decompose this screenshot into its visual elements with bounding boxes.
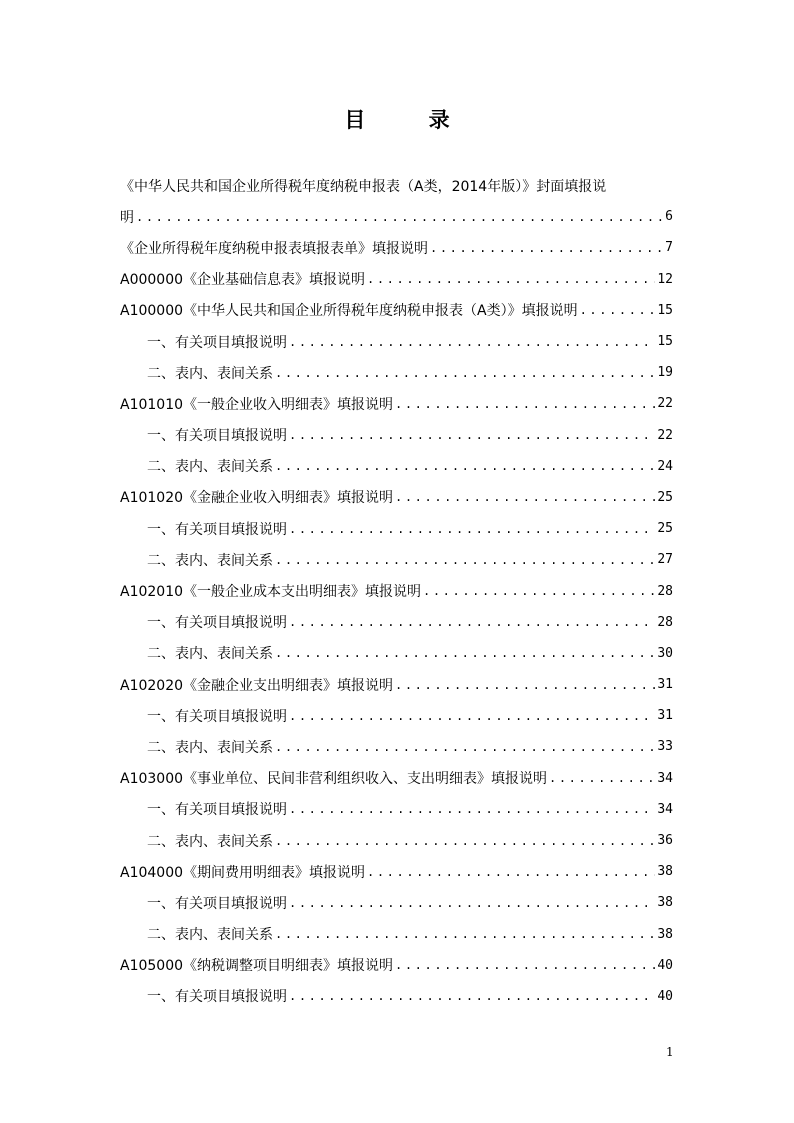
toc-entry[interactable] xyxy=(120,856,673,887)
leader-dots xyxy=(275,740,655,754)
toc-entry-label: A000000《企业基础信息表》填报说明 xyxy=(120,272,366,289)
toc-entry-label: 一、有关项目填报说明 xyxy=(147,615,287,632)
leader-dots xyxy=(395,678,655,692)
toc-entry[interactable] xyxy=(120,388,673,419)
toc-subentry[interactable] xyxy=(120,731,673,762)
toc-entry-page: 31 xyxy=(657,708,673,724)
toc-entry-label: A101020《金融企业收入明细表》填报说明 xyxy=(120,490,394,507)
toc-entry-page: 36 xyxy=(657,833,673,849)
toc-entry-page: 34 xyxy=(657,770,673,786)
toc-entry-page: 22 xyxy=(657,427,673,443)
leader-dots xyxy=(289,335,655,349)
toc-entry-page: 6 xyxy=(665,209,673,225)
toc-entry-label: 一、有关项目填报说明 xyxy=(147,334,287,351)
leader-dots xyxy=(395,490,655,504)
toc-subentry[interactable] xyxy=(120,638,673,669)
toc-entry-page: 27 xyxy=(657,552,673,568)
toc-entry-label: A102010《一般企业成本支出明细表》填报说明 xyxy=(120,584,422,601)
toc-entry-page: 34 xyxy=(657,801,673,817)
toc-entry-label: 一、有关项目填报说明 xyxy=(147,428,287,445)
toc-entry[interactable] xyxy=(120,482,673,513)
toc-entry[interactable] xyxy=(120,264,673,295)
leader-dots xyxy=(367,272,655,286)
leader-dots xyxy=(275,927,655,941)
toc-entry-page: 40 xyxy=(657,988,673,1004)
toc-entry-label: A102020《金融企业支出明细表》填报说明 xyxy=(120,677,394,694)
toc-entry-page: 30 xyxy=(657,645,673,661)
toc-subentry[interactable] xyxy=(120,919,673,950)
toc-entry-page: 25 xyxy=(657,489,673,505)
toc-entry-label: A103000《事业单位、民间非营利组织收入、支出明细表》填报说明 xyxy=(120,771,548,788)
toc-entry-page: 19 xyxy=(657,365,673,381)
toc-subentry[interactable] xyxy=(120,451,673,482)
toc-entry-label: 二、表内、表间关系 xyxy=(147,927,273,944)
toc-entry[interactable] xyxy=(120,170,673,201)
toc-entry-label: 二、表内、表间关系 xyxy=(147,365,273,382)
toc-entry-label: A105000《纳税调整项目明细表》填报说明 xyxy=(120,958,394,975)
toc-entry-label: 二、表内、表间关系 xyxy=(147,459,273,476)
toc-entry-page: 22 xyxy=(657,396,673,412)
toc-entry-label: 一、有关项目填报说明 xyxy=(147,802,287,819)
toc-entry-label: A101010《一般企业收入明细表》填报说明 xyxy=(120,396,394,413)
toc-entry-page: 38 xyxy=(657,864,673,880)
leader-dots xyxy=(423,584,655,598)
toc-entry[interactable] xyxy=(120,950,673,981)
toc-entry-label: 《企业所得税年度纳税申报表填报表单》填报说明 xyxy=(120,240,428,257)
toc-entry-label: 二、表内、表间关系 xyxy=(147,739,273,756)
toc-entry-page: 7 xyxy=(665,240,673,256)
leader-dots xyxy=(275,459,655,473)
toc-entry-page: 31 xyxy=(657,677,673,693)
leader-dots xyxy=(289,802,655,816)
toc-subentry[interactable] xyxy=(120,544,673,575)
toc-subentry[interactable] xyxy=(120,357,673,388)
toc-subentry[interactable] xyxy=(120,700,673,731)
toc-subentry[interactable] xyxy=(120,326,673,357)
toc-entry-page: 15 xyxy=(657,334,673,350)
toc-entry-label: 一、有关项目填报说明 xyxy=(147,895,287,912)
toc-subentry[interactable] xyxy=(120,981,673,1012)
toc-entry[interactable] xyxy=(120,763,673,794)
leader-dots xyxy=(289,522,655,536)
toc-entry-label: 二、表内、表间关系 xyxy=(147,646,273,663)
leader-dots xyxy=(367,865,655,879)
toc-subentry[interactable] xyxy=(120,794,673,825)
toc-entry-page: 38 xyxy=(657,895,673,911)
leader-dots xyxy=(395,397,655,411)
toc-entry-label: 明 xyxy=(120,209,134,226)
toc-entry-page: 25 xyxy=(657,521,673,537)
toc-entry-label: A100000《中华人民共和国企业所得税年度纳税申报表（A类）》填报说明 xyxy=(120,303,578,320)
toc-entry-label: 一、有关项目填报说明 xyxy=(147,708,287,725)
leader-dots xyxy=(275,646,655,660)
toc-entry[interactable] xyxy=(120,201,673,232)
leader-dots xyxy=(395,958,655,972)
toc-entry-label: 一、有关项目填报说明 xyxy=(147,521,287,538)
toc-entry-page: 40 xyxy=(657,957,673,973)
toc-entry-label: 《中华人民共和国企业所得税年度纳税申报表（A类，2014年版）》封面填报说 xyxy=(120,178,607,195)
leader-dots xyxy=(289,896,655,910)
toc-subentry[interactable] xyxy=(120,420,673,451)
toc-entry[interactable] xyxy=(120,669,673,700)
toc-entry-page: 28 xyxy=(657,583,673,599)
leader-dots xyxy=(580,303,656,317)
toc-entry-page: 12 xyxy=(657,271,673,287)
toc-entry-label: 一、有关项目填报说明 xyxy=(147,989,287,1006)
toc-entry-label: 二、表内、表间关系 xyxy=(147,833,273,850)
leader-dots xyxy=(289,428,655,442)
page-number: 1 xyxy=(666,1045,674,1059)
toc-entry[interactable] xyxy=(120,575,673,606)
toc-subentry[interactable] xyxy=(120,825,673,856)
toc-entry-page: 38 xyxy=(657,926,673,942)
leader-dots xyxy=(275,366,655,380)
toc-entry-page: 33 xyxy=(657,739,673,755)
toc-entry[interactable] xyxy=(120,232,673,263)
leader-dots xyxy=(549,771,655,785)
toc-entry-page: 28 xyxy=(657,614,673,630)
leader-dots xyxy=(289,989,655,1003)
leader-dots xyxy=(430,241,663,255)
leader-dots xyxy=(289,709,655,723)
toc-entry-page: 15 xyxy=(657,302,673,318)
leader-dots xyxy=(275,834,655,848)
toc-subentry[interactable] xyxy=(120,887,673,918)
page-title: 目 录 xyxy=(344,108,478,132)
toc-entry[interactable] xyxy=(120,295,673,326)
leader-dots xyxy=(136,210,663,224)
toc-entry-label: 二、表内、表间关系 xyxy=(147,552,273,569)
toc-subentry[interactable] xyxy=(120,513,673,544)
toc-entry-label: A104000《期间费用明细表》填报说明 xyxy=(120,864,366,881)
leader-dots xyxy=(289,615,655,629)
leader-dots xyxy=(275,553,655,567)
table-of-contents xyxy=(120,170,673,1012)
toc-subentry[interactable] xyxy=(120,607,673,638)
toc-entry-page: 24 xyxy=(657,458,673,474)
